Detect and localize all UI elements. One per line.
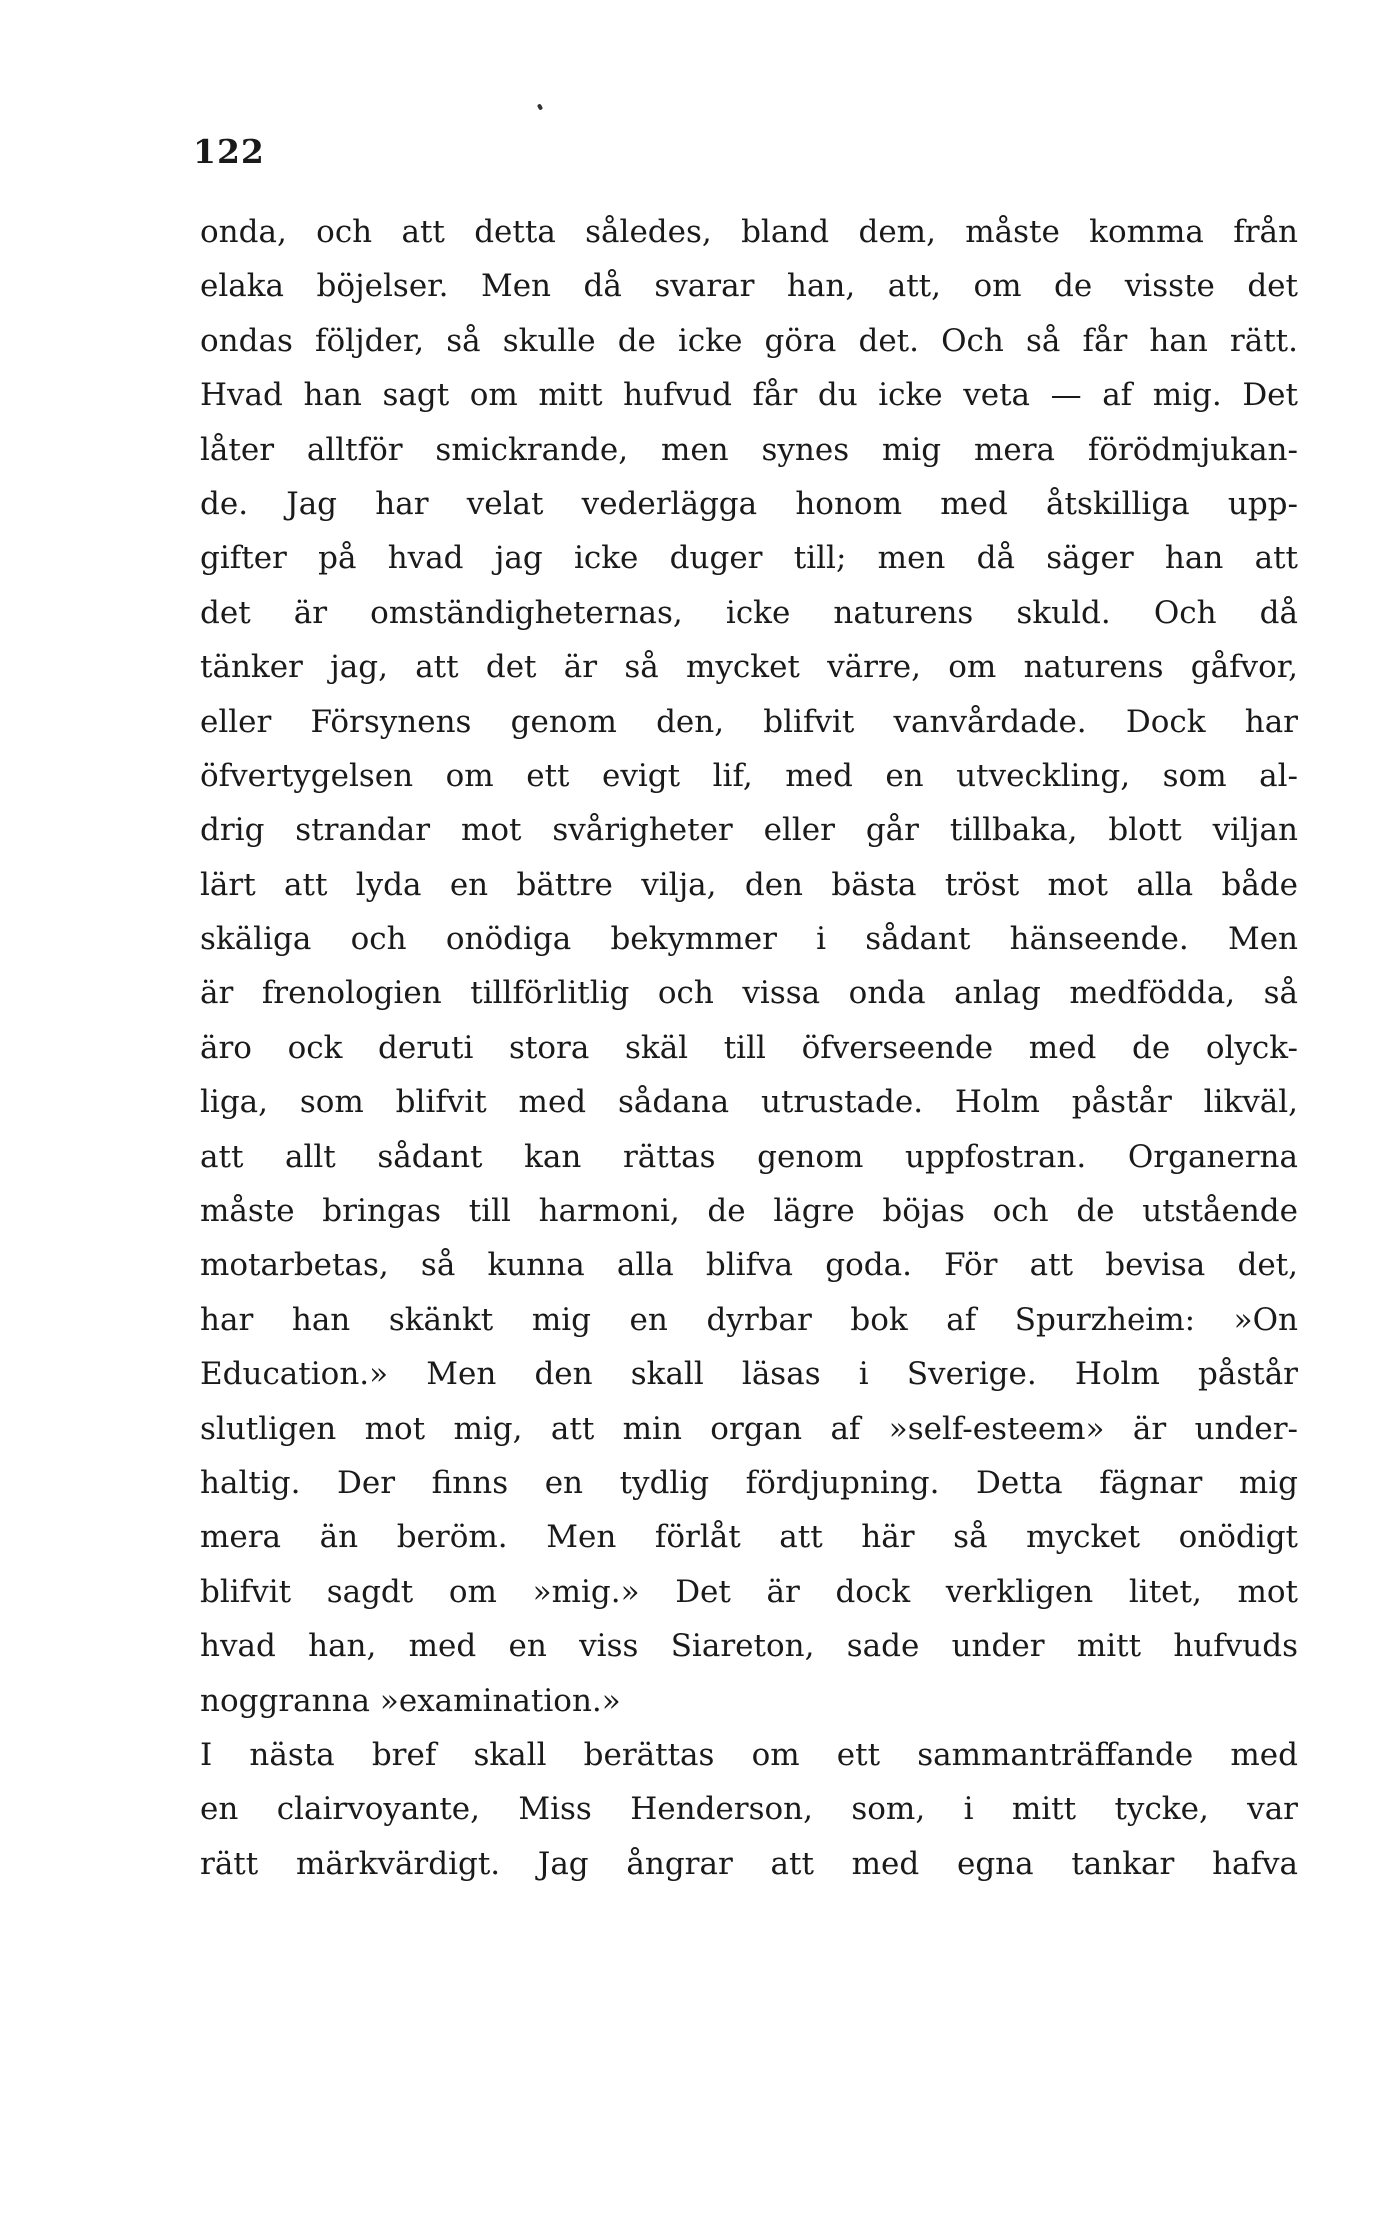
text-line: Education.» Men den skall läsas i Sverige. Holm påstår	[200, 1356, 1298, 1393]
text-line: har han skänkt mig en dyrbar bok af Spurzheim: »On	[200, 1301, 1298, 1338]
text-line: rätt märkvärdigt. Jag ångrar att med egna tankar hafva	[200, 1845, 1298, 1882]
body-text	[200, 205, 1298, 1891]
print-speck	[537, 103, 543, 110]
text-line: de. Jag har velat vederlägga honom med åtskilliga upp-	[200, 485, 1298, 522]
text-line: tänker jag, att det är så mycket värre, om naturens gåfvor,	[200, 649, 1298, 686]
text-line: måste bringas till harmoni, de lägre böjas och de utstående	[200, 1193, 1298, 1230]
text-line: elaka böjelser. Men då svarar han, att, om de visste det	[200, 268, 1298, 305]
text-line: skäliga och onödiga bekymmer i sådant hänseende. Men	[200, 921, 1298, 958]
text-line: onda, och att detta således, bland dem, måste komma från	[200, 214, 1298, 250]
text-line: drig strandar mot svårigheter eller går tillbaka, blott viljan	[200, 812, 1298, 849]
text-line-paragraph-end: noggranna »examination.»	[200, 1682, 621, 1719]
text-line: ondas följder, så skulle de icke göra det. Och så får han rätt.	[200, 322, 1298, 359]
text-line: eller Försynens genom den, blifvit vanvårdade. Dock har	[200, 703, 1298, 740]
text-line: det är omständigheternas, icke naturens skuld. Och då	[200, 594, 1298, 631]
text-line: äro ock deruti stora skäl till öfverseende med de olyck-	[200, 1029, 1298, 1066]
text-line: låter alltför smickrande, men synes mig mera förödmjukan-	[200, 431, 1298, 468]
text-line: liga, som blifvit med sådana utrustade. Holm påstår likväl,	[200, 1084, 1298, 1121]
text-line: hvad han, med en viss Siareton, sade under mitt hufvuds	[200, 1628, 1298, 1665]
text-line: motarbetas, så kunna alla blifva goda. För att bevisa det,	[200, 1247, 1298, 1284]
text-line: haltig. Der finns en tydlig fördjupning. Detta fägnar mig	[200, 1464, 1298, 1501]
text-line: slutligen mot mig, att min organ af »self-esteem» är under-	[200, 1410, 1298, 1447]
text-line: att allt sådant kan rättas genom uppfostran. Organerna	[200, 1138, 1298, 1175]
text-line: Hvad han sagt om mitt hufvud får du icke veta — af mig. Det	[200, 377, 1298, 414]
text-line: blifvit sagdt om »mig.» Det är dock verkligen litet, mot	[200, 1573, 1298, 1610]
page-number: 122	[193, 132, 265, 171]
text-line: lärt att lyda en bättre vilja, den bästa tröst mot alla både	[200, 866, 1298, 903]
text-line: gifter på hvad jag icke duger till; men då säger han att	[200, 540, 1298, 577]
text-line: öfvertygelsen om ett evigt lif, med en utveckling, som al-	[200, 757, 1298, 794]
text-line: är frenologien tillförlitlig och vissa onda anlag medfödda, så	[200, 975, 1298, 1012]
text-line-paragraph-start: I nästa bref skall berättas om ett sammanträffande med	[200, 1736, 1298, 1773]
text-line: mera än beröm. Men förlåt att här så mycket onödigt	[200, 1519, 1298, 1556]
text-line: en clairvoyante, Miss Henderson, som, i mitt tycke, var	[200, 1791, 1298, 1828]
